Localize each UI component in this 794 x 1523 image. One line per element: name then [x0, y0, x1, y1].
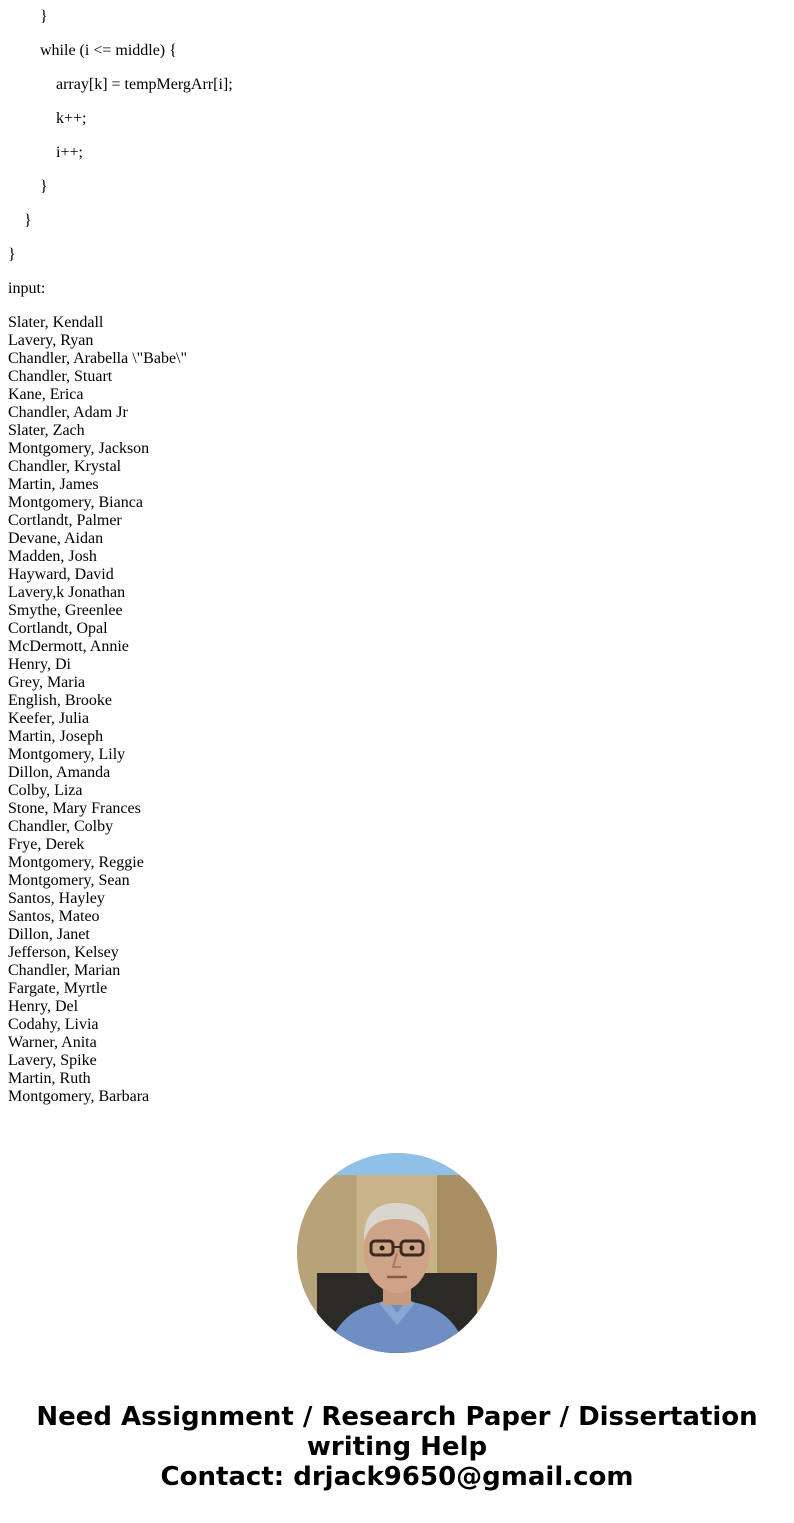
list-item: Henry, Del — [8, 998, 79, 1015]
list-item: Smythe, Greenlee — [8, 602, 123, 619]
list-item: Henry, Di — [8, 656, 71, 673]
list-item: Devane, Aidan — [8, 530, 104, 547]
list-item: Chandler, Stuart — [8, 368, 113, 385]
promo-line-2: writing Help — [306, 1432, 488, 1462]
list-item: Montgomery, Sean — [8, 872, 130, 889]
list-item: Martin, James — [8, 476, 99, 493]
author-avatar — [297, 1153, 497, 1353]
list-item: Montgomery, Lily — [8, 746, 126, 763]
list-item: Martin, Ruth — [8, 1070, 91, 1087]
list-item: Fargate, Myrtle — [8, 980, 108, 997]
input-label: input: — [8, 280, 46, 297]
list-item: English, Brooke — [8, 692, 112, 709]
list-item: Martin, Joseph — [8, 728, 104, 745]
list-item: Montgomery, Bianca — [8, 494, 143, 511]
code-line: } — [24, 212, 32, 229]
list-item: Chandler, Krystal — [8, 458, 122, 475]
list-item: Santos, Mateo — [8, 908, 100, 925]
list-item: Chandler, Adam Jr — [8, 404, 128, 421]
list-item: Cortlandt, Opal — [8, 620, 108, 637]
list-item: Jefferson, Kelsey — [8, 944, 119, 961]
list-item: Montgomery, Jackson — [8, 440, 150, 457]
promo-banner — [0, 1402, 794, 1492]
list-item: Keefer, Julia — [8, 710, 90, 727]
list-item: Dillon, Amanda — [8, 764, 111, 781]
list-item: McDermott, Annie — [8, 638, 129, 655]
list-item: Colby, Liza — [8, 782, 83, 799]
list-item: Montgomery, Barbara — [8, 1088, 150, 1105]
list-item: Chandler, Colby — [8, 818, 114, 835]
code-line: array[k] = tempMergArr[i]; — [56, 76, 233, 93]
list-item: Stone, Mary Frances — [8, 800, 141, 817]
code-line: k++; — [56, 110, 87, 127]
list-item: Lavery,k Jonathan — [8, 584, 126, 601]
list-item: Hayward, David — [8, 566, 114, 583]
promo-line-1: Need Assignment / Research Paper / Dissertation — [36, 1402, 758, 1432]
list-item: Slater, Kendall — [8, 314, 104, 331]
list-item: Warner, Anita — [8, 1034, 97, 1051]
promo-line-3: Contact: drjack9650@gmail.com — [160, 1462, 634, 1492]
list-item: Grey, Maria — [8, 674, 86, 691]
list-item: Madden, Josh — [8, 548, 97, 565]
avatar-photo — [297, 1153, 497, 1353]
code-line: } — [40, 8, 48, 25]
list-item: Montgomery, Reggie — [8, 854, 144, 871]
list-item: Lavery, Spike — [8, 1052, 97, 1069]
code-line: i++; — [56, 144, 83, 161]
list-item: Codahy, Livia — [8, 1016, 99, 1033]
list-item: Dillon, Janet — [8, 926, 90, 943]
list-item: Frye, Derek — [8, 836, 85, 853]
code-line: } — [40, 178, 48, 195]
list-item: Chandler, Marian — [8, 962, 121, 979]
code-line: } — [8, 246, 16, 263]
code-line: while (i <= middle) { — [40, 42, 177, 59]
list-item: Santos, Hayley — [8, 890, 105, 907]
list-item: Slater, Zach — [8, 422, 85, 439]
list-item: Cortlandt, Palmer — [8, 512, 122, 529]
list-item: Chandler, Arabella \"Babe\" — [8, 350, 188, 367]
list-item: Lavery, Ryan — [8, 332, 94, 349]
list-item: Kane, Erica — [8, 386, 84, 403]
names-list — [8, 314, 187, 1106]
